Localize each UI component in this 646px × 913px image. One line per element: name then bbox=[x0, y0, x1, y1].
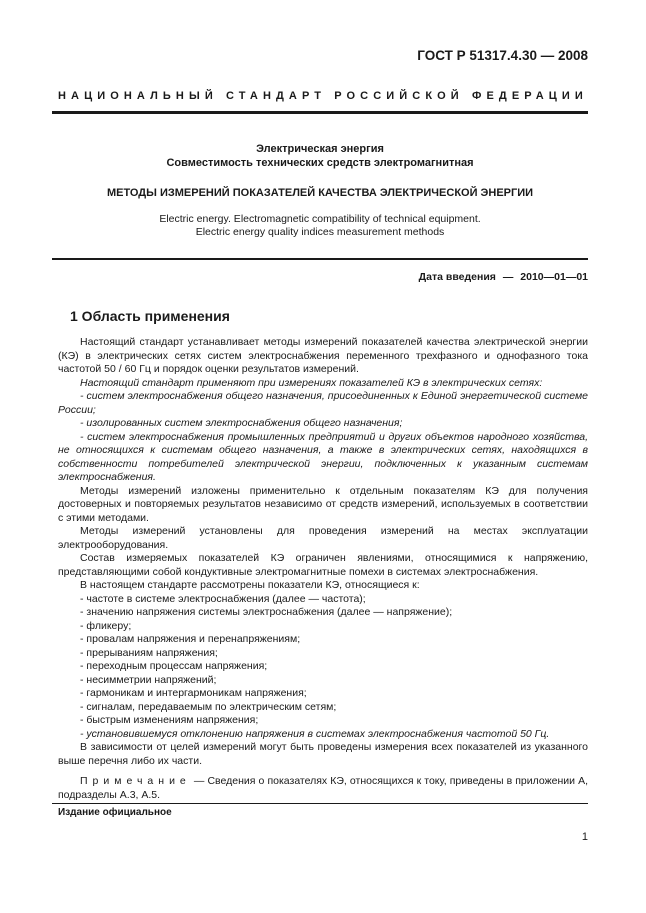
title-block bbox=[52, 142, 588, 239]
paragraph: Методы измерений установлены для проведения измерений на местах эксплуатации электрооборудования. bbox=[58, 525, 588, 551]
intro-date-value: 2010—01—01 bbox=[520, 271, 588, 283]
list-item: - прерываниям напряжения; bbox=[80, 646, 218, 659]
paragraph: Методы измерений изложены применительно к отдельным показателям КЭ для получения достоверных и повторяемых результатов независимо от средств измерений, используемых в соответствии с этими методами. bbox=[58, 484, 588, 524]
list-item: - сигналам, передаваемым по электрическим сетям; bbox=[80, 700, 337, 713]
paragraph: Настоящий стандарт устанавливает методы измерений показателей качества электрической энергии (КЭ) в электрических сетях систем электроснабжения переменного трехфазного и однофазного тока частотой 50 / 60 Гц и порядок оценки результатов измерений. bbox=[58, 336, 588, 375]
title-divider bbox=[52, 258, 588, 260]
title-en-line-2: Electric energy quality indices measurement methods bbox=[195, 226, 445, 238]
footer-divider bbox=[52, 803, 588, 804]
title-ru-line-1: Электрическая энергия bbox=[256, 143, 384, 155]
header-divider bbox=[52, 111, 588, 114]
main-title: МЕТОДЫ ИЗМЕРЕНИЙ ПОКАЗАТЕЛЕЙ КАЧЕСТВА ЭЛЕКТРИЧЕСКОЙ ЭНЕРГИИ bbox=[106, 187, 534, 199]
list-item: - переходным процессам напряжения; bbox=[80, 660, 268, 672]
list-item: - частоте в системе электроснабжения (далее — частота); bbox=[80, 592, 366, 605]
list-item: - несимметрии напряжений; bbox=[80, 673, 217, 686]
list-item: - установившемуся отклонению напряжения в системах электроснабжения частотой 50 Гц. bbox=[80, 727, 550, 740]
note bbox=[58, 775, 588, 802]
document-code: ГОСТ Р 51317.4.30 — 2008 bbox=[417, 48, 588, 63]
list-item: - фликеру; bbox=[80, 619, 132, 632]
title-ru-line-2: Совместимость технических средств электромагнитная bbox=[166, 157, 474, 169]
list-item: - провалам напряжения и перенапряжениям; bbox=[80, 633, 301, 645]
list-item: - гармоникам и интергармоникам напряжения; bbox=[80, 687, 307, 699]
list-item: - систем электроснабжения промышленных предприятий и других объектов народного хозяйства, не относящихся к системам общего назначения, а также в электрических сетях, находящихся в собственности потребителей электрической энергии, подключенных к указанным системам электроснабжения. bbox=[58, 430, 588, 483]
note-label: Примечание bbox=[80, 775, 191, 787]
list-item: - быстрым изменениям напряжения; bbox=[80, 714, 259, 726]
paragraph: В настоящем стандарте рассмотрены показатели КЭ, относящиеся к: bbox=[80, 579, 420, 591]
paragraph: Состав измеряемых показателей КЭ ограничен явлениями, относящимися к напряжению, представляющими собой кондуктивные электромагнитные помехи в системах электроснабжения. bbox=[58, 552, 588, 578]
paragraph: Настоящий стандарт применяют при измерениях показателей КЭ в электрических сетях: bbox=[80, 376, 543, 389]
page-number: 1 bbox=[581, 831, 588, 843]
intro-date-dash: — bbox=[502, 271, 514, 283]
list-item: - значению напряжения системы электроснабжения (далее — напряжение); bbox=[80, 606, 453, 618]
section-title: 1 Область применения bbox=[70, 308, 230, 324]
section-body bbox=[58, 336, 588, 802]
list-item: - изолированных систем электроснабжения общего назначения; bbox=[80, 417, 403, 429]
national-standard-heading: НАЦИОНАЛЬНЫЙ СТАНДАРТ РОССИЙСКОЙ ФЕДЕРАЦИИ bbox=[58, 90, 588, 102]
intro-date-label: Дата введения bbox=[418, 271, 496, 283]
title-en-line-1: Electric energy. Electromagnetic compatibility of technical equipment. bbox=[159, 213, 481, 225]
list-item: - систем электроснабжения общего назначения, присоединенных к Единой энергетической системе России; bbox=[58, 390, 588, 416]
paragraph: В зависимости от целей измерений могут быть проведены измерения всех показателей из указанного выше перечня либо их части. bbox=[58, 741, 588, 767]
introduction-date bbox=[419, 271, 588, 283]
note-text: — Сведения о показателях КЭ, относящихся к току, приведены в приложении А, подразделы А.3, А.5. bbox=[58, 775, 588, 801]
official-edition-label: Издание официальное bbox=[58, 807, 172, 818]
